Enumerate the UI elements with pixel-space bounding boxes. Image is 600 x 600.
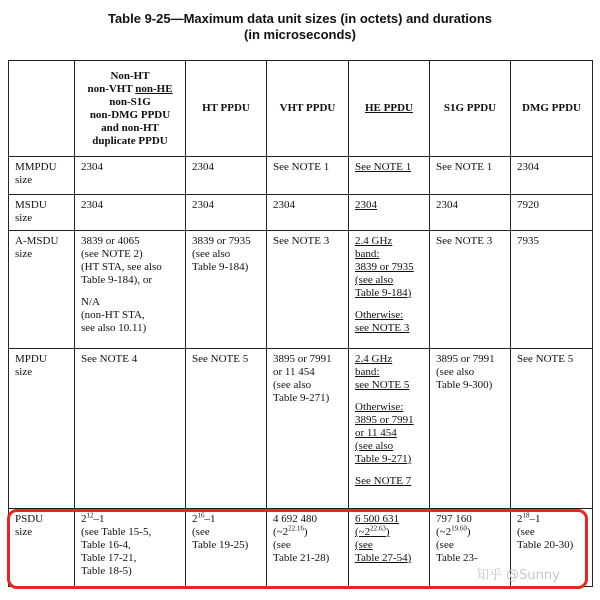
header-vht: VHT PPDU xyxy=(267,61,349,157)
header-nonht-l1: Non-HT xyxy=(110,69,150,82)
cell-s1g: See NOTE 1 xyxy=(430,157,511,195)
header-nonht-l3: non-S1G xyxy=(109,95,151,108)
cell-he: 6 500 631 $(\sim 2^{22.63})$ (see Table 27-54) xyxy=(349,509,430,587)
cell-nonht: 2304 xyxy=(75,195,186,231)
cell-vht: 3895 or 7991 or 11 454 (see also Table 9-271) xyxy=(267,349,349,509)
row-label: MPDU size xyxy=(9,349,75,509)
cell-dmg: 2304 xyxy=(511,157,593,195)
cell-vht: 2304 xyxy=(267,195,349,231)
cell-nonht: See NOTE 4 xyxy=(75,349,186,509)
header-ht: HT PPDU xyxy=(186,61,267,157)
cell-he: See NOTE 1 xyxy=(349,157,430,195)
cell-dmg: See NOTE 5 xyxy=(511,349,593,509)
header-blank xyxy=(9,61,75,157)
cell-s1g: 797 160 $(\sim 2^{19.60})$ (see Table 23- xyxy=(430,509,511,587)
header-nonht-l4: non-DMG PPDU xyxy=(89,108,171,121)
header-he: HE PPDU xyxy=(349,61,430,157)
header-dmg: DMG PPDU xyxy=(511,61,593,157)
cell-nonht: 3839 or 4065 (see NOTE 2) (HT STA, see also Table 9-184), or N/A (non-HT STA, see also 10.11) xyxy=(75,231,186,349)
cell-he: 2.4 GHz band: 3839 or 7935 (see also Table 9-184) Otherwise: see NOTE 3 xyxy=(349,231,430,349)
row-msdu xyxy=(9,195,593,231)
cell-ht: 2304 xyxy=(186,157,267,195)
cell-ht: See NOTE 5 xyxy=(186,349,267,509)
header-nonht-l6: duplicate PPDU xyxy=(92,134,168,147)
watermark: 知乎 @Sunny xyxy=(476,568,560,583)
header-row xyxy=(9,61,593,157)
row-label: PSDU size xyxy=(9,509,75,587)
header-s1g: S1G PPDU xyxy=(430,61,511,157)
cell-nonht: $2^{12}-1$ (see Table 15-5, Table 16-4, Table 17-21, Table 18-5) xyxy=(75,509,186,587)
row-label: A-MSDU size xyxy=(9,231,75,349)
header-nonht xyxy=(75,61,186,157)
cell-vht: See NOTE 3 xyxy=(267,231,349,349)
cell-ht: $2^{16}-1$ (see Table 19-25) xyxy=(186,509,267,587)
cell-nonht: 2304 xyxy=(75,157,186,195)
cell-dmg: 7920 xyxy=(511,195,593,231)
row-label: MSDU size xyxy=(9,195,75,231)
cell-s1g: See NOTE 3 xyxy=(430,231,511,349)
data-unit-size-table xyxy=(8,60,593,587)
row-amsdu xyxy=(9,231,593,349)
header-nonht-l2b: non-HE xyxy=(135,82,173,95)
header-nonht-l2a: non-VHT xyxy=(87,82,136,95)
cell-he: 2.4 GHz band: see NOTE 5 Otherwise: 3895 or 7991 or 11 454 (see also Table 9-271) See NOTE 7 xyxy=(349,349,430,509)
cell-s1g: 3895 or 7991 (see also Table 9-300) xyxy=(430,349,511,509)
table-title-line2: (in microseconds) xyxy=(244,27,356,42)
table-title xyxy=(0,11,600,43)
cell-dmg: $2^{18}-1$ (see Table 20-30) xyxy=(511,509,593,587)
cell-ht: 2304 xyxy=(186,195,267,231)
table-title-line1: Table 9-25—Maximum data unit sizes (in octets) and durations xyxy=(107,11,493,26)
cell-ht: 3839 or 7935 (see also Table 9-184) xyxy=(186,231,267,349)
row-mpdu xyxy=(9,349,593,509)
header-nonht-l5: and non-HT xyxy=(101,121,159,134)
row-mmpdu xyxy=(9,157,593,195)
cell-vht: 4 692 480 $(\sim 2^{22.16})$ (see Table 21-28) xyxy=(267,509,349,587)
cell-s1g: 2304 xyxy=(430,195,511,231)
cell-he: 2304 xyxy=(349,195,430,231)
cell-dmg: 7935 xyxy=(511,231,593,349)
row-label: MMPDU size xyxy=(9,157,75,195)
cell-vht: See NOTE 1 xyxy=(267,157,349,195)
